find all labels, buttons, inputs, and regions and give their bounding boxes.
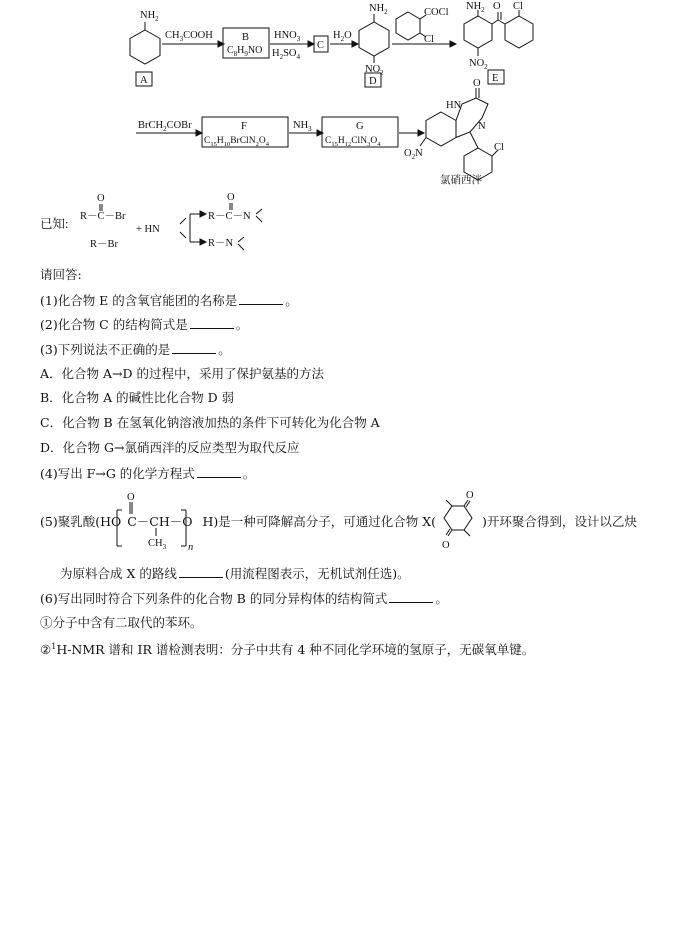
condition-1: ①分子中含有二取代的苯环。 xyxy=(40,615,203,630)
no2-e: $NO_2$ xyxy=(469,58,488,71)
nh2-d: $NH_2$ xyxy=(369,3,388,16)
box-g-label: G xyxy=(356,121,364,132)
box-b-formula: $C_8H_9NO$ xyxy=(227,45,263,58)
box-f-formula: $C_{15}H_{10}BrClN_2O_4$ xyxy=(204,136,269,148)
reagent-h2o: $H_2O$ xyxy=(333,30,352,43)
label-d: D xyxy=(369,76,377,87)
answer-blank-1[interactable] xyxy=(239,292,283,305)
no2-d: $NO_2$ xyxy=(365,64,384,77)
plus-hn: + HN xyxy=(136,224,160,235)
reagent-brch2cobr: BrCH$_2$COBr xyxy=(138,120,192,133)
cl-clonazepam: Cl xyxy=(494,142,504,153)
o2n-clonazepam: $O_2N$ xyxy=(404,148,423,161)
intro: 请回答: xyxy=(40,267,82,282)
box-b-label: B xyxy=(242,32,250,43)
answer-blank-2[interactable] xyxy=(190,316,234,329)
known-o1: O xyxy=(97,193,105,204)
label-e: E xyxy=(492,73,499,84)
benzene-ring-d xyxy=(359,22,389,56)
condition-2: ②$^1$H-NMR 谱和 IR 谱检测表明：分子中共有 4 种不同化学环境的氢原子，无碳氧单键。 xyxy=(40,642,535,658)
question-4: (4)写出 F→G 的化学方程式 。 xyxy=(40,466,256,481)
question-1: (1)化合物 E 的含氧官能团的名称是 。 xyxy=(40,293,298,308)
pla-n: n xyxy=(188,542,194,553)
box-c-label: C xyxy=(317,40,325,51)
box-f-label: F xyxy=(241,121,247,132)
answer-blank-5[interactable] xyxy=(179,565,223,578)
question-2: (2)化合物 C 的结构简式是 。 xyxy=(40,317,249,332)
nh2-a: $NH_2$ xyxy=(140,10,159,23)
hn-clonazepam: HN xyxy=(446,100,462,111)
product-name: 氯硝西泮 xyxy=(440,175,482,186)
cl-reagent: Cl xyxy=(424,34,434,45)
reagent-h2so4: $H_2SO_4$ xyxy=(272,48,301,61)
question-3: (3)下列说法不正确的是 。 xyxy=(40,342,231,357)
option-c: C．化合物 B 在氢氧化钠溶液加热的条件下可转化为化合物 A xyxy=(40,415,380,430)
answer-blank-3[interactable] xyxy=(172,341,216,354)
lactide-o-bottom: O xyxy=(442,540,450,551)
o-e: O xyxy=(493,1,501,12)
answer-blank-6[interactable] xyxy=(389,590,433,603)
benzene-ring-a xyxy=(130,30,160,64)
pla-ch3: $CH_3$ xyxy=(148,538,167,551)
option-a: A．化合物 A→D 的过程中，采用了保护氨基的方法 xyxy=(40,366,324,381)
answer-blank-4[interactable] xyxy=(197,465,241,478)
acyl-bromide: R－C－Br xyxy=(80,211,126,222)
amine-product: R－N xyxy=(208,238,234,249)
reagent-hno3: $HNO_3$ xyxy=(274,30,301,43)
lactide-o-top: O xyxy=(466,490,474,501)
benzene-ring-e2 xyxy=(505,16,533,48)
pla-o: O xyxy=(127,492,135,503)
reagent-ch3cooh: $CH_3COOH$ xyxy=(165,30,213,43)
alkyl-bromide: R－Br xyxy=(90,239,119,250)
label-a: A xyxy=(140,75,148,86)
benzoyl-chloride-ring xyxy=(396,12,420,40)
box-g-formula: $C_{15}H_{12}ClN_3O_4$ xyxy=(325,136,381,148)
amide-product: R－C－N xyxy=(208,211,251,222)
reagent-nh3: $NH_3$ xyxy=(293,120,312,133)
question-5: (5)聚乳酸(HO C－CH－O H)是一种可降解高分子，可通过化合物 X( )开环聚合得到，设计以乙炔 xyxy=(40,514,637,529)
option-b: B．化合物 A 的碱性比化合物 D 弱 xyxy=(40,390,235,405)
cocl: COCl xyxy=(424,7,449,18)
question-6: (6)写出同时符合下列条件的化合物 B 的同分异构体的结构简式 。 xyxy=(40,591,448,606)
question-5-line2: 为原料合成 X 的路线 (用流程图表示，无机试剂任选)。 xyxy=(60,566,410,581)
known-label: 已知: xyxy=(40,217,69,231)
cl-e: Cl xyxy=(513,1,523,12)
n-clonazepam: N xyxy=(478,121,486,132)
clonazepam-ring-a xyxy=(426,112,456,146)
nh2-e: $NH_2$ xyxy=(466,1,485,14)
benzene-ring-e1 xyxy=(464,16,492,48)
option-d: D．化合物 G→氯硝西泮的反应类型为取代反应 xyxy=(40,440,300,455)
o-clonazepam: O xyxy=(473,78,481,89)
known-o2: O xyxy=(227,192,235,203)
